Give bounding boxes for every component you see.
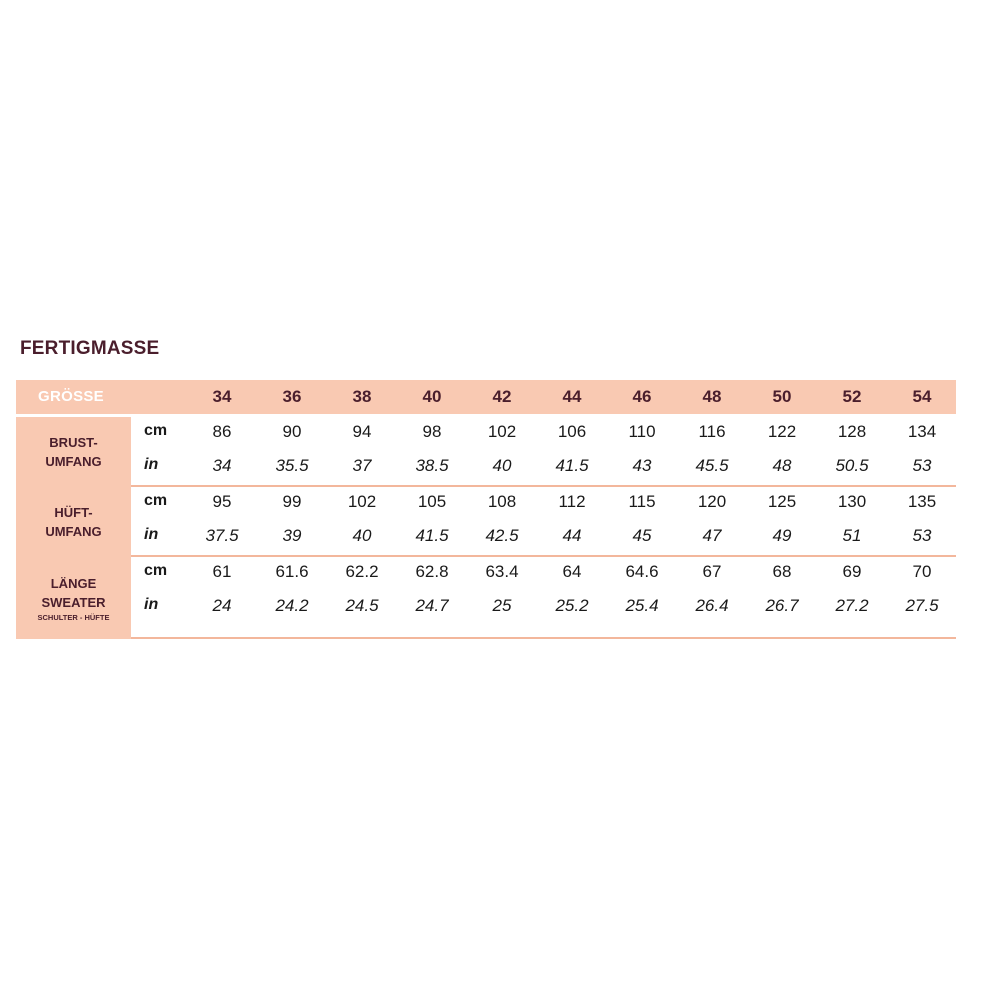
value-cell: 24 [212, 596, 232, 615]
row-divider [131, 637, 956, 639]
value-cell: 47 [702, 526, 722, 545]
value-cell: 135 [907, 492, 937, 511]
value-cell: 62.8 [415, 562, 449, 581]
size-header-46: 46 [632, 387, 652, 406]
value-cell: 24.5 [345, 596, 379, 615]
page-title: FERTIGMASSE [20, 338, 160, 359]
value-cell: 27.2 [835, 596, 869, 615]
value-cell: 125 [767, 492, 797, 511]
value-cell: 115 [628, 492, 656, 511]
measure-sublabel: SCHULTER - HÜFTE [37, 612, 110, 622]
value-cell: 134 [907, 422, 937, 441]
value-cell: 98 [422, 422, 442, 441]
size-header-44: 44 [562, 387, 582, 406]
value-cell: 105 [417, 492, 447, 511]
value-cell: 27.5 [905, 596, 939, 615]
value-cell: 37 [352, 456, 372, 475]
value-cell: 67 [702, 562, 722, 581]
value-cell: 63.4 [485, 562, 519, 581]
value-cell: 35.5 [275, 456, 309, 475]
size-header-36: 36 [282, 387, 302, 406]
unit-label-in: in [144, 526, 159, 543]
value-cell: 120 [697, 492, 727, 511]
value-cell: 108 [487, 492, 517, 511]
size-header-50: 50 [772, 387, 792, 406]
value-cell: 43 [632, 456, 652, 475]
value-cell: 130 [837, 492, 867, 511]
value-cell: 106 [557, 422, 587, 441]
size-header-label: GRÖSSE [38, 388, 104, 405]
measure-group-laenge-sweater [16, 557, 956, 639]
size-header-34: 34 [212, 387, 232, 406]
value-cell: 50.5 [835, 456, 869, 475]
value-cell: 62.2 [345, 562, 379, 581]
value-cell: 41.5 [555, 456, 589, 475]
measure-label-cell [16, 557, 131, 639]
value-cell: 40 [492, 456, 512, 475]
value-cell: 64 [562, 562, 582, 581]
value-cell: 24.7 [415, 596, 449, 615]
value-cell: 45.5 [695, 456, 729, 475]
unit-label-cm: cm [144, 562, 168, 579]
value-cell: 61 [212, 562, 232, 581]
value-cell: 24.2 [275, 596, 309, 615]
value-cell: 34 [212, 456, 232, 475]
value-cell: 53 [912, 456, 932, 475]
value-cell: 102 [487, 422, 517, 441]
value-cell: 64.6 [625, 562, 659, 581]
value-cell: 102 [347, 492, 377, 511]
value-cell: 51 [842, 526, 862, 545]
value-cell: 45 [632, 526, 652, 545]
measure-label: HÜFT- UMFANG [45, 505, 102, 539]
value-cell: 38.5 [415, 456, 449, 475]
value-cell: 94 [352, 422, 372, 441]
value-cell: 68 [772, 562, 792, 581]
size-header-38: 38 [352, 387, 372, 406]
value-cell: 49 [772, 526, 792, 545]
measure-label-cell [16, 417, 131, 487]
value-cell: 25.2 [555, 596, 589, 615]
value-cell: 70 [912, 562, 932, 581]
value-cell: 86 [212, 422, 232, 441]
value-cell: 69 [842, 562, 862, 581]
value-cell: 41.5 [415, 526, 449, 545]
value-cell: 116 [698, 422, 726, 441]
value-cell: 40 [352, 526, 372, 545]
size-header-42: 42 [492, 387, 512, 406]
value-cell: 37.5 [205, 526, 239, 545]
unit-label-in: in [144, 596, 159, 613]
value-cell: 61.6 [275, 562, 309, 581]
measure-label: BRUST- UMFANG [45, 435, 102, 469]
measure-label-cell [16, 487, 131, 557]
measure-label: LÄNGE SWEATER [41, 575, 106, 610]
value-cell: 110 [628, 422, 656, 441]
value-cell: 26.7 [765, 596, 799, 615]
value-cell: 26.4 [695, 596, 729, 615]
value-cell: 48 [772, 456, 792, 475]
value-cell: 99 [282, 492, 302, 511]
value-cell: 95 [212, 492, 232, 511]
size-header-40: 40 [422, 387, 442, 406]
value-cell: 42.5 [485, 526, 519, 545]
measure-group-hueft-umfang [16, 487, 956, 557]
value-cell: 39 [282, 526, 302, 545]
value-cell: 53 [912, 526, 932, 545]
unit-label-cm: cm [144, 422, 168, 439]
size-header-52: 52 [842, 387, 862, 406]
size-header-54: 54 [912, 387, 932, 406]
unit-label-in: in [144, 456, 159, 473]
unit-label-cm: cm [144, 492, 168, 509]
value-cell: 25 [492, 596, 512, 615]
value-cell: 44 [562, 526, 582, 545]
size-header-row [16, 380, 956, 414]
value-cell: 112 [558, 492, 586, 511]
value-cell: 25.4 [625, 596, 659, 615]
value-cell: 90 [282, 422, 302, 441]
value-cell: 122 [767, 422, 797, 441]
value-cell: 128 [837, 422, 867, 441]
measure-group-brust-umfang [16, 417, 956, 487]
size-header-48: 48 [702, 387, 722, 406]
